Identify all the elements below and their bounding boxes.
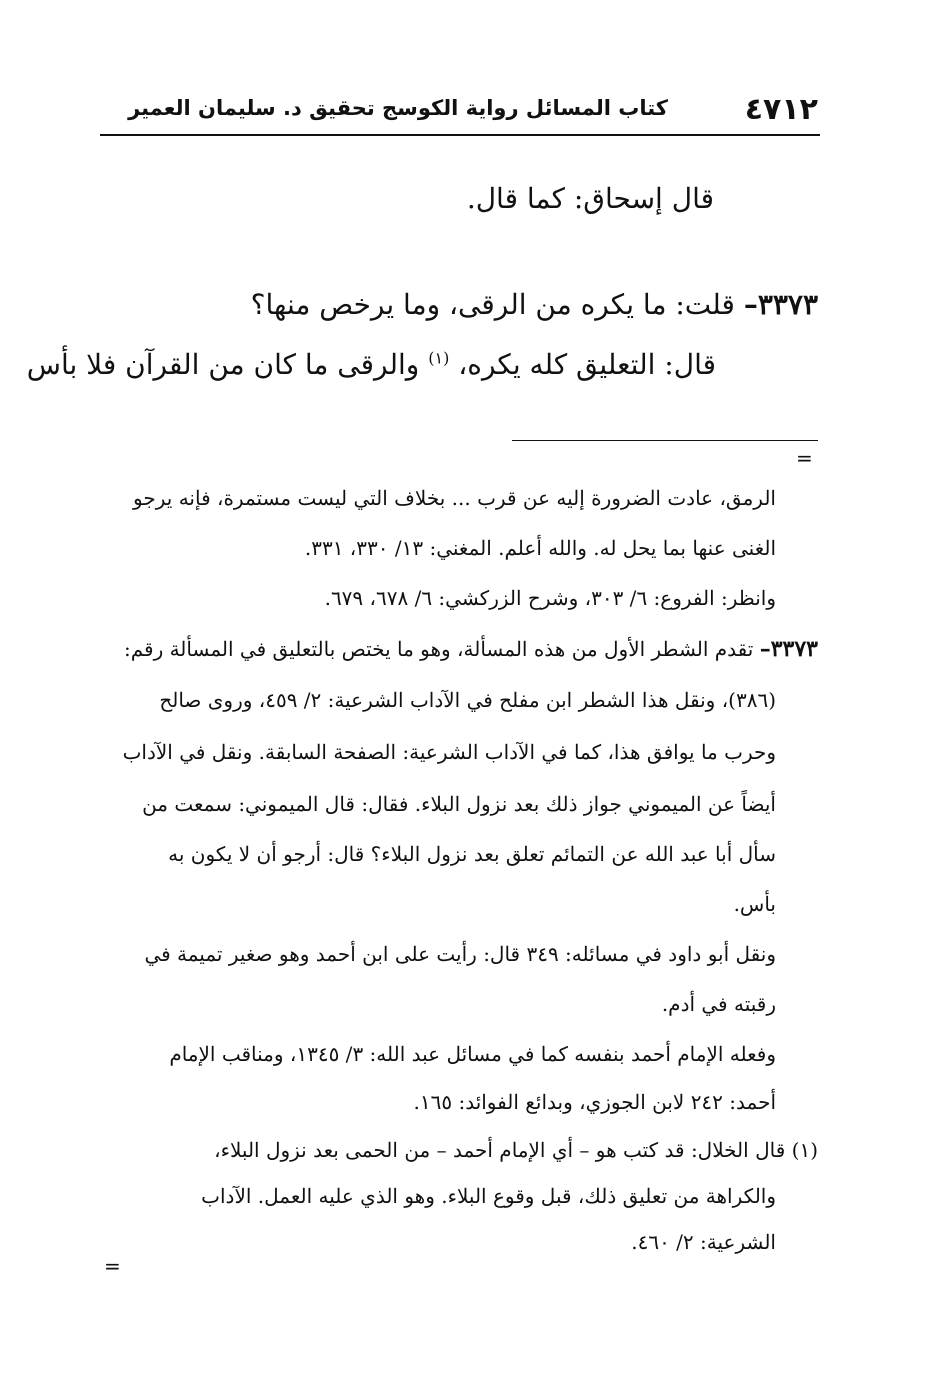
footnote-entry-line	[124, 636, 818, 662]
continuation-mark-top: =	[796, 446, 813, 470]
page-header	[100, 84, 818, 134]
footnote-1-line	[214, 1138, 818, 1162]
footnote-line: وحرب ما يوافق هذا، كما في الآداب الشرعية: الصفحة السابقة. ونقل في الآداب	[122, 740, 776, 764]
footnote-line: الغنى عنها بما يحل له. والله أعلم. المغني: ١٣/ ٣٣٠، ٣٣١.	[304, 536, 776, 560]
footnote-line: الرمق، عادت الضرورة إليه عن قرب ... بخلاف التي ليست مستمرة، فإنه يرجو	[133, 486, 776, 510]
footnote-line: رقبته في أدم.	[661, 992, 776, 1016]
footnote-line: (٣٨٦)، ونقل هذا الشطر ابن مفلح في الآداب الشرعية: ٢/ ٤٥٩، وروى صالح	[159, 688, 776, 712]
question-text: قلت: ما يكره من الرقى، وما يرخص منها؟	[250, 288, 735, 321]
answer-line	[27, 348, 716, 381]
page-number: ٤٧١٢	[744, 92, 818, 127]
footnote-line: الشرعية: ٢/ ٤٦٠.	[631, 1230, 776, 1254]
footnote-1-text: قال الخلال: قد كتب هو – أي الإمام أحمد – من الحمى بعد نزول البلاء،	[214, 1138, 786, 1162]
running-title: كتاب المسائل رواية الكوسج تحقيق د. سليمان العمير	[128, 96, 668, 120]
entry-number: ٣٣٧٣–	[743, 288, 818, 321]
footnote-separator	[512, 440, 818, 441]
footnote-line: والكراهة من تعليق ذلك، قبل وقوع البلاء. وهو الذي عليه العمل. الآداب	[201, 1184, 776, 1208]
question-line	[251, 288, 818, 321]
footnote-line: وفعله الإمام أحمد بنفسه كما في مسائل عبد الله: ٣/ ١٣٤٥، ومناقب الإمام	[169, 1042, 776, 1066]
answer-text-a: قال: التعليق كله يكره،	[458, 348, 716, 381]
footnote-marker: (١)	[428, 348, 450, 368]
footnote-1-number: (١)	[791, 1138, 818, 1162]
header-rule	[100, 134, 820, 136]
footnote-entry-number: ٣٣٧٣–	[759, 636, 818, 662]
footnote-line: سأل أبا عبد الله عن التمائم تعلق بعد نزول البلاء؟ قال: أرجو أن لا يكون به	[168, 842, 776, 866]
continuation-mark-bottom: =	[104, 1254, 121, 1278]
footnote-line: أيضاً عن الميموني جواز ذلك بعد نزول البلاء. فقال: قال الميموني: سمعت من	[142, 792, 776, 816]
footnote-line: بأس.	[733, 892, 776, 916]
body-line-ishaq: قال إسحاق: كما قال.	[466, 182, 714, 215]
footnote-line: وانظر: الفروع: ٦/ ٣٠٣، وشرح الزركشي: ٦/ ٦٧٨، ٦٧٩.	[324, 586, 776, 610]
footnote-line: أحمد: ٢٤٢ لابن الجوزي، وبدائع الفوائد: ١٦٥.	[413, 1090, 776, 1114]
answer-text-b: والرقى ما كان من القرآن فلا بأس	[26, 348, 420, 381]
footnote-entry-text: تقدم الشطر الأول من هذه المسألة، وهو ما يختص بالتعليق في المسألة رقم:	[123, 637, 754, 661]
footnote-line: ونقل أبو داود في مسائله: ٣٤٩ قال: رأيت على ابن أحمد وهو صغير تميمة في	[144, 942, 776, 966]
